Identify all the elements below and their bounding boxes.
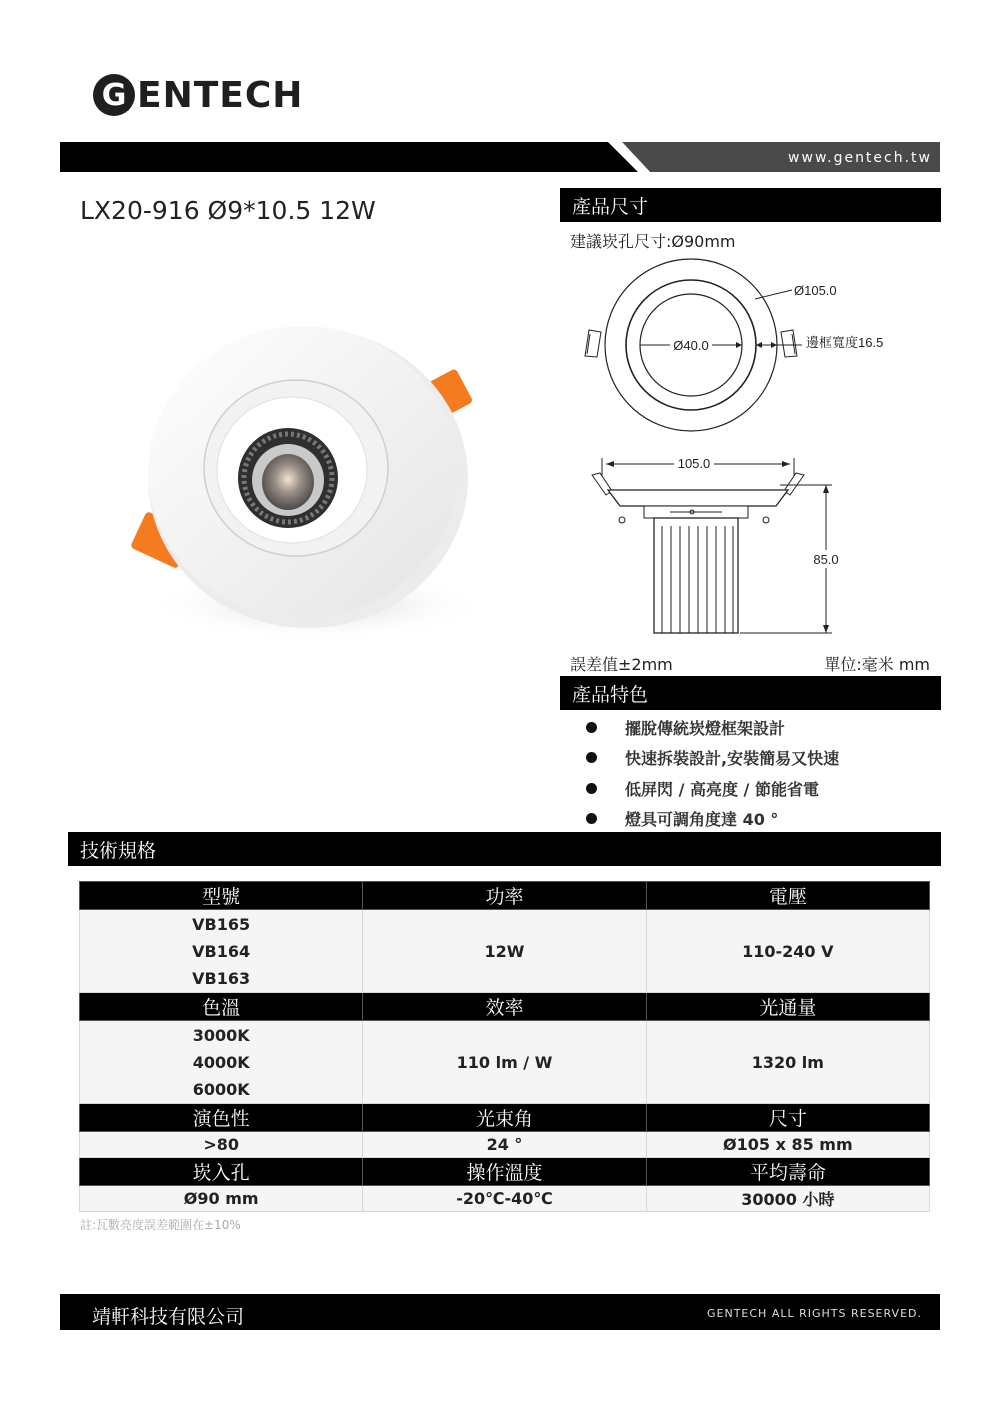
spec-cell: Ø90 mm <box>80 1186 363 1212</box>
spec-cell: >80 <box>80 1132 363 1158</box>
feature-item <box>586 773 926 804</box>
logo-text: ENTECH <box>137 74 304 116</box>
feature-item <box>586 743 926 774</box>
company-name: 靖軒科技有限公司 <box>92 1306 245 1328</box>
spec-cell: 110-240 V <box>646 910 929 993</box>
spec-value-row <box>80 1021 930 1104</box>
spec-header: 尺寸 <box>646 1104 929 1132</box>
label-height: 85.0 <box>813 552 839 567</box>
bullet-icon <box>586 752 597 763</box>
spec-value: 6000K <box>192 1080 250 1099</box>
feature-text: 燈具可調角度達 40 ° <box>625 810 779 830</box>
dimension-drawing <box>570 250 940 645</box>
spec-header: 光通量 <box>646 993 929 1021</box>
spec-value: 4000K <box>192 1053 250 1072</box>
spec-cell: 30000 小時 <box>646 1186 929 1212</box>
spec-header: 型號 <box>80 882 363 910</box>
spec-note: 註:瓦數亮度誤差範圍在±10% <box>80 1218 241 1232</box>
spec-header: 演色性 <box>80 1104 363 1132</box>
section-title-features: 產品特色 <box>560 676 941 710</box>
spec-header-row <box>80 993 930 1021</box>
spec-header-row <box>80 882 930 910</box>
tolerance-text: 誤差值±2mm <box>570 655 673 674</box>
feature-text: 低屏閃 / 高亮度 / 節能省電 <box>625 779 819 799</box>
bullet-icon <box>586 813 597 824</box>
label-inner-diameter: Ø40.0 <box>673 338 709 353</box>
spec-header-row <box>80 1158 930 1186</box>
label-border-width: 邊框寬度16.5 <box>806 335 884 350</box>
copyright-text: GENTECH ALL RIGHTS RESERVED. <box>707 1307 922 1320</box>
spec-value: VB164 <box>192 942 251 961</box>
spec-header: 崁入孔 <box>80 1158 363 1186</box>
spec-header: 平均壽命 <box>646 1158 929 1186</box>
section-title-dimensions: 產品尺寸 <box>560 188 941 222</box>
spec-header: 功率 <box>363 882 646 910</box>
bullet-icon <box>586 722 597 733</box>
spec-header: 光束角 <box>363 1104 646 1132</box>
feature-text: 擺脫傳統崁燈框架設計 <box>625 718 786 738</box>
brand-logo <box>93 72 303 118</box>
spec-cell <box>80 1021 363 1104</box>
feature-text: 快速拆裝設計,安裝簡易又快速 <box>625 749 840 769</box>
spec-value-row <box>80 1186 930 1212</box>
spec-cell: 24 ° <box>363 1132 646 1158</box>
section-title-specs: 技術規格 <box>68 832 941 866</box>
spec-header: 操作溫度 <box>363 1158 646 1186</box>
hole-size: 建議崁孔尺寸:Ø90mm <box>570 232 736 251</box>
spec-value: VB163 <box>192 969 251 988</box>
spec-cell: Ø105 x 85 mm <box>646 1132 929 1158</box>
product-photo <box>128 300 498 650</box>
unit-text: 單位:毫米 mm <box>824 655 930 674</box>
logo-letter: G <box>93 74 135 116</box>
spec-cell: 110 lm / W <box>363 1021 646 1104</box>
label-side-width: 105.0 <box>677 456 711 471</box>
spec-value: 3000K <box>192 1026 250 1045</box>
website-url[interactable]: www.gentech.tw <box>788 150 932 166</box>
feature-item <box>586 712 926 743</box>
spec-cell: -20℃-40℃ <box>363 1186 646 1212</box>
feature-item <box>586 804 926 835</box>
spec-table <box>79 881 930 1212</box>
product-title: LX20-916 Ø9*10.5 12W <box>80 196 376 225</box>
feature-list <box>586 712 926 834</box>
spec-header: 電壓 <box>646 882 929 910</box>
spec-cell <box>80 910 363 993</box>
bullet-icon <box>586 783 597 794</box>
spec-value-row <box>80 1132 930 1158</box>
spec-value-row <box>80 910 930 993</box>
spec-header: 效率 <box>363 993 646 1021</box>
spec-cell: 12W <box>363 910 646 993</box>
spec-cell: 1320 lm <box>646 1021 929 1104</box>
spec-header-row <box>80 1104 930 1132</box>
label-outer-diameter: Ø105.0 <box>794 283 837 298</box>
spec-value: VB165 <box>192 915 251 934</box>
spec-header: 色溫 <box>80 993 363 1021</box>
